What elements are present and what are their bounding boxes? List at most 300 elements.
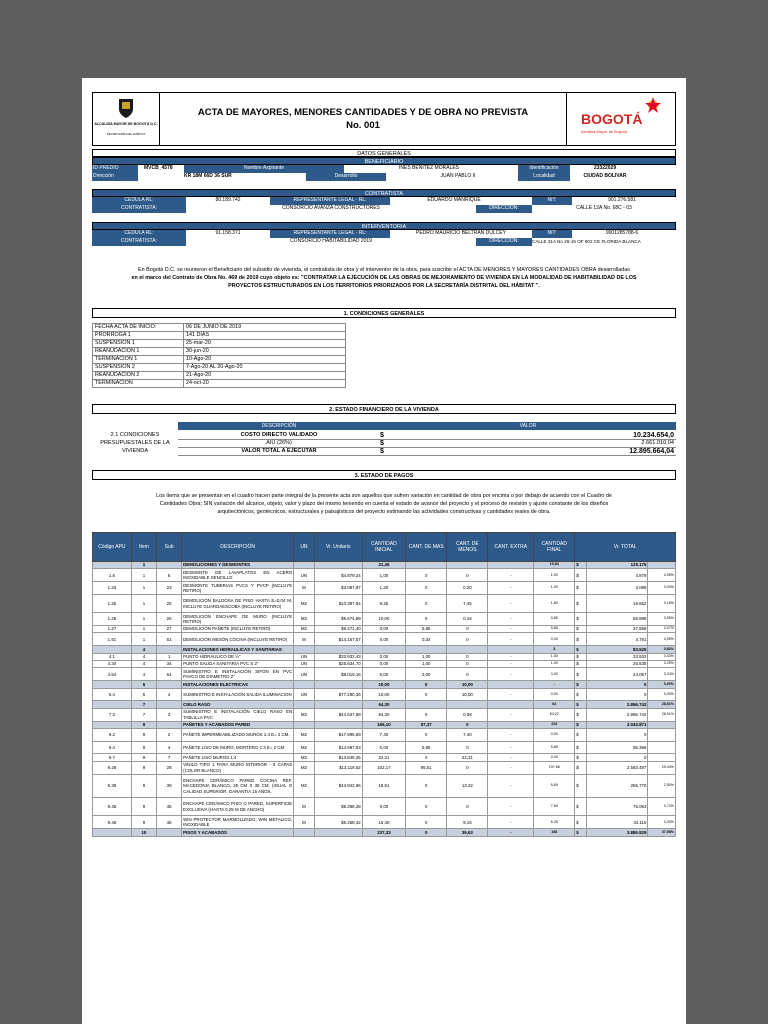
item-row xyxy=(93,816,676,829)
pagos-cell: 1 xyxy=(131,569,156,582)
contratista-bar: CONTRATISTA xyxy=(92,189,676,197)
pagos-cell: 45 xyxy=(157,798,182,816)
fin-row-value: 12.895.664,04 xyxy=(400,448,676,456)
i-rep-value: PEDRO MAURICIO BELTRAN DULCEY xyxy=(416,230,506,236)
condicion-row xyxy=(93,340,346,348)
condicion-label: FECHA ACTA DE INICIO: xyxy=(93,324,184,332)
pagos-cell: 237,33 xyxy=(362,829,405,836)
pagos-cell: PISOS Y ACABADOS xyxy=(182,829,294,836)
pagos-cell: 0 xyxy=(586,754,648,761)
pagos-cell xyxy=(294,562,315,569)
pagos-cell: M xyxy=(294,816,315,829)
pagos-cell: 0,05% xyxy=(648,633,676,646)
pagos-cell: 9 xyxy=(131,761,156,774)
i-dir-value: CALLE 31A No 26-15 OF 802 CE FLORIDA BLANCA xyxy=(532,239,641,244)
pagos-cell xyxy=(406,701,447,708)
pagos-cell xyxy=(294,721,315,728)
pagos-cell: 1 xyxy=(131,613,156,626)
pagos-cell xyxy=(648,728,676,741)
item-row xyxy=(93,688,676,701)
pagos-col-header: CANT. EXTRA xyxy=(488,533,534,562)
pagos-cell: $ xyxy=(575,708,586,721)
pagos-cell: PAÑETE IMPERMEABILIZADO MUROS 1:4 E= 2 CM. xyxy=(182,728,294,741)
pagos-cell: 95,51 xyxy=(406,761,447,774)
pagos-cell: PUNTO HIDRAULICO DE ½" xyxy=(182,653,294,660)
pagos-cell: 25.535 xyxy=(586,660,648,667)
pagos-cell: 6 xyxy=(157,569,182,582)
contratista-block xyxy=(92,197,676,214)
group-label-2: PRESUPUESTALES DE LA xyxy=(100,440,170,446)
pagos-paragraph xyxy=(94,492,674,516)
pagos-cell: 0,00 xyxy=(362,625,405,632)
pagos-cell: $4.879,24 xyxy=(314,569,362,582)
pagos-cell: 18,91 xyxy=(362,774,405,798)
intro-line-1: En Bogotá D.C. se reunieron el Beneficiario del subsidio de vivienda, el contratista de obra y el interventor de la obra, para suscribir el ACTA DE MENORES Y MAYORES CANTIDADES OBRA desarrolladas xyxy=(138,267,630,273)
pagos-cell: 4.878 xyxy=(586,569,648,582)
pagos-cell: INSTALACIONES HIDRAULICAS Y SANITARIAS xyxy=(182,646,294,653)
pagos-cell: - xyxy=(488,708,534,721)
pagos-cell: $10.387,84 xyxy=(314,594,362,612)
document-page xyxy=(82,78,686,1024)
pagos-col-header: Sub xyxy=(157,533,182,562)
pagos-cell: 25,34% xyxy=(648,761,676,774)
c-nit-value: 901.276.581 xyxy=(608,197,636,203)
pagos-cell: 34 xyxy=(157,660,182,667)
pagos-cell: 1.6 xyxy=(93,569,132,582)
pagos-cell: DEMOLICIONES Y DESMONTES xyxy=(182,562,294,569)
condicion-row xyxy=(93,364,346,372)
pagos-cell: 4.54 xyxy=(93,668,132,681)
pagos-cell: 2,50% xyxy=(648,774,676,798)
pagos-cell: 25 xyxy=(157,594,182,612)
pagos-cell: VINILO TIPO 1 PARA MURO INTERIOR - 3 CAPAS (COLOR BLANCO) xyxy=(183,762,293,773)
pagos-cell: 9,15 xyxy=(447,816,488,829)
item-row xyxy=(93,754,676,761)
pagos-cell: 22,21 xyxy=(447,754,488,761)
pagos-cell: M2 xyxy=(294,708,315,721)
pagos-line-1: Los ítems que se presentan en el cuadro hacen parte integral de la presente acta son aquellos que sufren variación en cantidad de obra por encima o por debajo de acuerdo con el Cuadro de xyxy=(156,493,612,499)
pagos-cell: 24.057 xyxy=(586,668,648,681)
pagos-cell: 0,00 xyxy=(362,633,405,646)
pagos-cell: 0,00 xyxy=(362,653,405,660)
pagos-cell: ENCHAPE CERÁMICO PARED COCINA REF. MACEDONIA BLANCO, 25 CM X 35 CM. (IGUAL O CALIDAD SUPERIOR. GARANTIA 15 AÑOS. xyxy=(182,774,294,798)
pagos-cell: 0,00 xyxy=(362,668,405,681)
pagos-cell: 5,85 xyxy=(534,741,575,754)
pagos-cell: 197,68 xyxy=(534,761,575,774)
pagos-cell xyxy=(648,562,676,569)
pagos-cell: 54 xyxy=(157,668,182,681)
pagos-cell xyxy=(157,681,182,688)
pagos-cell: M2 xyxy=(294,754,315,761)
pagos-cell: $ xyxy=(575,681,586,688)
pagos-cell: 3 xyxy=(534,646,575,653)
pagos-cell: 125.175 xyxy=(586,562,648,569)
pagos-cell: 7.3 xyxy=(93,708,132,721)
pagos-cell: 3,00 xyxy=(406,668,447,681)
pagos-cell: 0 xyxy=(447,761,488,774)
intro-paragraph xyxy=(94,266,674,290)
pagos-cell: - xyxy=(488,728,534,741)
pagos-cell: - xyxy=(488,798,534,816)
pagos-cell xyxy=(93,646,132,653)
pagos-cell: 0 xyxy=(447,741,488,754)
pagos-cell: 23 xyxy=(157,582,182,595)
pagos-cell: 0,37% xyxy=(648,625,676,632)
pagos-cell: $ xyxy=(575,646,586,653)
pagos-cell: 0,00 xyxy=(534,754,575,761)
pagos-col-header: Vr. TOTAL xyxy=(575,533,676,562)
pagos-cell: 4.791 xyxy=(586,633,648,646)
pagos-cell: PUNTO SALIDA SANITARIA PVC S 2" xyxy=(182,660,294,667)
pagos-cell: ENCHAPE CERÁMICO PISO O PARED, SUPERFICIE EXCLUSIVA (HASTA 0,25 M DE ANCHO) xyxy=(182,798,294,816)
item-row xyxy=(93,625,676,632)
chapter-row xyxy=(93,829,676,836)
pagos-cell xyxy=(447,701,488,708)
pagos-cell: 3.043.871 xyxy=(586,721,648,728)
pagos-cell: $ xyxy=(575,754,586,761)
pagos-table xyxy=(92,532,676,837)
pagos-cell: 18.662 xyxy=(586,594,648,612)
pagos-cell: UN xyxy=(294,653,315,660)
pagos-cell: 0,00% xyxy=(648,681,676,688)
pagos-cell: SUMINISTRO E INSTALACIÓN CIELO RASO EN TABLILLA PVC xyxy=(183,709,293,720)
pagos-cell xyxy=(314,562,362,569)
pagos-col-header: Vr. Unitario xyxy=(314,533,362,562)
pagos-cell: 0,00% xyxy=(648,688,676,701)
pagos-cell: $8.019,16 xyxy=(314,668,362,681)
pagos-cell: $ xyxy=(575,613,586,626)
chapter-row xyxy=(93,646,676,653)
fin-row-label: COSTO DIRECTO VALIDADO xyxy=(178,432,380,440)
i-rep-label: REPRESENTANTE LEGAL - RL: xyxy=(270,230,390,238)
pagos-cell: $ xyxy=(575,816,586,829)
pagos-cell: 0,05% xyxy=(648,569,676,582)
c-rep-label: REPRESENTANTE LEGAL - RL: xyxy=(270,197,390,205)
pagos-cell: 37,98% xyxy=(648,829,676,836)
condicion-row xyxy=(93,332,346,340)
pagos-cell: 0,82% xyxy=(648,646,676,653)
pagos-cell: $ xyxy=(575,660,586,667)
item-row xyxy=(93,613,676,626)
pagos-cell: 5 xyxy=(131,688,156,701)
pagos-cell: 2 xyxy=(157,728,182,741)
pagos-cell: 0,00 xyxy=(534,728,575,741)
item-row xyxy=(93,741,676,754)
pagos-cell: - xyxy=(488,668,534,681)
pagos-cell: 10,00 xyxy=(362,613,405,626)
pagos-cell: 10 xyxy=(131,829,156,836)
pagos-cell: 5,85 xyxy=(406,625,447,632)
pagos-cell xyxy=(294,701,315,708)
pagos-cell: $ xyxy=(575,653,586,660)
desc-header: DESCRIPCIÓN xyxy=(178,422,380,430)
condicion-value: 30-jun-20 xyxy=(184,348,346,356)
group-label-3: VIVIENDA xyxy=(121,448,149,454)
pagos-cell: 33.932 xyxy=(586,653,648,660)
pagos-cell: 10,00 xyxy=(362,681,405,688)
document-title: ACTA DE MAYORES, MENORES CANTIDADES Y DE OBRA NO PREVISTA xyxy=(197,107,529,118)
pagos-cell: DEMOLICIÓN BALDOSA DE PISO HASTA E=0,04 M, INCLUYE GUARDAESCOBA (INCLUYE RETIRO) xyxy=(182,594,294,612)
pagos-cell: 10,00 xyxy=(362,688,405,701)
pagos-cell: 39 xyxy=(157,774,182,798)
bogota-sub: Alcaldía Mayor de Bogotá xyxy=(581,129,627,134)
pagos-cell: 1,00 xyxy=(406,660,447,667)
i-nit-value: 9001285788-6 xyxy=(605,230,639,236)
pagos-cell: 83.525 xyxy=(586,646,648,653)
pagos-cell: 0,00 xyxy=(362,660,405,667)
chapter-row xyxy=(93,681,676,688)
pagos-cell: $6.471,40 xyxy=(314,625,362,632)
desarrollo-value: JUAN PABLO II xyxy=(440,173,476,179)
pagos-cell: - xyxy=(488,625,534,632)
pagos-cell: 9,25 xyxy=(362,594,405,612)
c-contratista-value: CONSORCIO AVANZA CONSTRUCTORES xyxy=(282,205,380,211)
pagos-cell xyxy=(93,562,132,569)
pagos-cell: 255.770 xyxy=(586,774,648,798)
pagos-cell: $ xyxy=(575,633,586,646)
pagos-cell: PAÑETE LISO MUROS 1:4 xyxy=(182,754,294,761)
pagos-cell: $5.458,42 xyxy=(314,816,362,829)
pagos-cell: 7,69 xyxy=(534,798,575,816)
coat-of-arms-icon xyxy=(93,93,159,145)
id-predio-value: MVCB_4578 xyxy=(144,165,173,171)
pagos-cell: 7,45 xyxy=(447,594,488,612)
pagos-cell xyxy=(648,741,676,754)
pagos-cell: 5.4 xyxy=(93,688,132,701)
pagos-cell: $17.996,59 xyxy=(314,728,362,741)
pagos-cell: 57,37 xyxy=(406,721,447,728)
pagos-cell: SUMINISTRO E INSTALACIÓN SALIDA ILUMINACION xyxy=(182,688,294,701)
pagos-cell: - xyxy=(488,816,534,829)
pagos-cell xyxy=(406,562,447,569)
nombre-value: INES BENITEZ MORALES xyxy=(398,165,459,171)
item-row xyxy=(93,774,676,798)
pagos-cell: 64,22 xyxy=(534,708,575,721)
pagos-cell: 0,00 xyxy=(534,688,575,701)
pagos-cell: $ xyxy=(575,569,586,582)
pagos-cell: 0,24% xyxy=(648,668,676,681)
pagos-cell: 3.886.929 xyxy=(586,829,648,836)
pagos-cell: 2.866.742 xyxy=(586,701,648,708)
pagos-cell: 0,00 xyxy=(362,798,405,816)
pagos-cell: $ xyxy=(575,562,586,569)
fin-row-value: 2.661.010,04 xyxy=(400,440,676,448)
pagos-cell: 1.26 xyxy=(93,613,132,626)
pagos-cell: M xyxy=(294,798,315,816)
pagos-cell: 3.088 xyxy=(586,582,648,595)
pagos-cell: 0 xyxy=(406,582,447,595)
pagos-cell: M2 xyxy=(294,728,315,741)
chapter-row xyxy=(93,562,676,569)
document-header xyxy=(92,92,676,146)
pagos-cell: PAÑETE LISO DE MURO, MORTERO 1:3 E= 2 CM xyxy=(182,741,294,754)
pagos-cell: UN xyxy=(294,660,315,667)
pagos-cell: 9.39 xyxy=(93,774,132,798)
pagos-cell: 166,10 xyxy=(362,721,405,728)
pagos-cell: UN xyxy=(294,668,315,681)
pagos-col-header: CANT. DE MENOS xyxy=(447,533,488,562)
pagos-cell: 4 xyxy=(131,653,156,660)
pagos-cell: 0,33% xyxy=(648,653,676,660)
pagos-cell: 0 xyxy=(447,569,488,582)
pagos-cell: 9.28 xyxy=(93,761,132,774)
pagos-cell xyxy=(294,829,315,836)
pagos-cell xyxy=(157,646,182,653)
item-row xyxy=(93,668,676,681)
pagos-cell: 9.2 xyxy=(93,728,132,741)
c-cedula-label: CÉDULA RL: xyxy=(92,197,186,205)
interventoria-bar: INTERVENTORIA xyxy=(92,222,676,230)
pagos-cell: DEMOLICIÓN MESÓN COCINA (INCLUYE RETIRO) xyxy=(182,633,294,646)
pagos-cell xyxy=(314,701,362,708)
pagos-cell: SUMINISTRO E INSTALACIÓN SIFÓN EN PVC PAVCO DE DIAMETRO 2" xyxy=(183,668,293,680)
alcaldia-logo xyxy=(93,93,160,145)
pagos-cell xyxy=(648,754,676,761)
pagos-cell: $ xyxy=(575,594,586,612)
pagos-cell: 1 xyxy=(131,633,156,646)
financiero-title: 2. ESTADO FINANCIERO DE LA VIVIENDA xyxy=(92,404,676,414)
pagos-cell: 0,20 xyxy=(447,582,488,595)
pagos-cell: 0,33% xyxy=(648,816,676,829)
pagos-cell: INSTALACIONES ELECTRICAS xyxy=(182,681,294,688)
c-nit-label: NIT: xyxy=(532,197,572,205)
pagos-cell: $ xyxy=(575,668,586,681)
pagos-cell: 0,08 xyxy=(447,708,488,721)
pagos-cell: 55.898 xyxy=(586,613,648,626)
pagos-cell xyxy=(314,829,362,836)
datos-generales-title: DATOS GENERALES xyxy=(92,149,676,157)
pagos-col-header: Código APU xyxy=(93,533,132,562)
pagos-cell: 1,00 xyxy=(534,660,575,667)
condicion-label: REANUDACION 1 xyxy=(93,348,184,356)
pagos-cell: 0,34 xyxy=(534,633,575,646)
item-row xyxy=(93,708,676,721)
pagos-cell: 9 xyxy=(131,774,156,798)
pagos-cell: 10,00 xyxy=(447,681,488,688)
pagos-cell: 15,40 xyxy=(362,816,405,829)
pagos-cell: M2 xyxy=(294,761,315,774)
document-number: No. 001 xyxy=(346,120,380,131)
pagos-cell: 0,25% xyxy=(648,660,676,667)
pagos-cell: 4 xyxy=(157,688,182,701)
pagos-cell: $ xyxy=(575,688,586,701)
pagos-cell: 1 xyxy=(131,582,156,595)
pagos-cell: DESMONTE TUBERIAS PVCS Y PVCP (INCLUYE RETIRO) xyxy=(183,582,293,594)
pagos-cell: - xyxy=(488,633,534,646)
fin-row-label: VALOR TOTAL A EJECUTAR xyxy=(178,448,380,456)
pagos-cell: 0 xyxy=(406,613,447,626)
pagos-cell: $ xyxy=(575,728,586,741)
pagos-cell: UN xyxy=(294,688,315,701)
pagos-cell xyxy=(488,562,534,569)
pagos-cell: 7 xyxy=(131,708,156,721)
pagos-cell: - xyxy=(488,741,534,754)
pagos-cell: 0 xyxy=(406,829,447,836)
pagos-cell: 0,03% xyxy=(648,582,676,595)
pagos-cell: 0 xyxy=(406,569,447,582)
pagos-cell: 1,00 xyxy=(534,569,575,582)
pagos-cell: 0,55% xyxy=(648,613,676,626)
pagos-cell xyxy=(314,646,362,653)
condicion-value: 10-Ago-20 xyxy=(184,356,346,364)
c-rep-value: EDUARDO MANRIQUE xyxy=(427,197,481,203)
c-dir-label: DIRECCIÓN: xyxy=(476,205,532,213)
pagos-cell: $13.846,25 xyxy=(314,754,362,761)
pagos-cell xyxy=(93,721,132,728)
pagos-cell: 51 xyxy=(157,633,182,646)
pagos-cell: $25.534,70 xyxy=(314,660,362,667)
pagos-cell xyxy=(157,829,182,836)
pagos-cell: 9 xyxy=(131,721,156,728)
condicion-row xyxy=(93,356,346,364)
pagos-cell: 5,85 xyxy=(534,625,575,632)
pagos-cell: $14.157,57 xyxy=(314,633,362,646)
pagos-cell: 39,63 xyxy=(447,829,488,836)
pagos-cell: 0 xyxy=(406,816,447,829)
pagos-cell: - xyxy=(488,660,534,667)
pagos-cell: PAÑETES Y ACABADOS PARED xyxy=(182,721,294,728)
pagos-cell: 5,85 xyxy=(406,741,447,754)
pagos-cell: $44.637,88 xyxy=(314,708,362,721)
fin-row-currency: $ xyxy=(380,440,400,448)
pagos-cell: 4.34 xyxy=(93,660,132,667)
pagos-cell: 2.866.742 xyxy=(586,708,648,721)
group-label-1: 2.1 CONDICIONES xyxy=(110,432,160,438)
pagos-cell: 1,80 xyxy=(534,594,575,612)
pagos-cell: 0,73% xyxy=(648,798,676,816)
pagos-cell: 6,25 xyxy=(534,816,575,829)
pagos-cell: 1.23 xyxy=(93,582,132,595)
pagos-cell: - xyxy=(488,829,534,836)
pagos-cell: - xyxy=(534,681,575,688)
c-cedula-value: 80.189.742 xyxy=(215,197,241,203)
pagos-cell: 13,22 xyxy=(447,774,488,798)
pagos-cell: 9 xyxy=(131,754,156,761)
condicion-value: 141 DIAS xyxy=(184,332,346,340)
pagos-cell: M2 xyxy=(294,613,315,626)
pagos-col-header: Item xyxy=(131,533,156,562)
pagos-cell: 19,84 xyxy=(534,562,575,569)
pagos-cell: 75.063 xyxy=(586,798,648,816)
pagos-cell: - xyxy=(488,594,534,612)
pagos-cell xyxy=(406,646,447,653)
pagos-cell: 7,40 xyxy=(447,728,488,741)
pagos-cell: $ xyxy=(575,721,586,728)
condicion-value: 06 DE JUNIO DE 2019 xyxy=(184,324,346,332)
pagos-cell: 0 xyxy=(447,721,488,728)
pagos-cell: 26 xyxy=(157,613,182,626)
pagos-cell: $13.119,62 xyxy=(314,761,362,774)
pagos-cell xyxy=(488,646,534,653)
intro-line-2: en el marco del Contrato de Obra No. 469 de 2019 cuyo objeto es: "CONTRATAR LA EJECUCIÓN DE LAS OBRAS DE MEJORAMIENTO DE VIVIENDA EN LA MODALIDAD DE HABITABILIDAD DE LOS xyxy=(131,275,637,281)
pagos-cell: 0 xyxy=(586,728,648,741)
pagos-cell: 4.1 xyxy=(93,653,132,660)
pagos-cell: 0 xyxy=(406,708,447,721)
localidad-value: CIUDAD BOLIVAR xyxy=(583,173,627,179)
bogota-wordmark: BOGOTÁ xyxy=(581,111,643,127)
pagos-cell: 10,00 xyxy=(447,688,488,701)
pagos-cell: 0 xyxy=(447,653,488,660)
i-nit-label: NIT: xyxy=(532,230,572,238)
pagos-cell: 3 xyxy=(157,708,182,721)
pagos-cell: 1.25 xyxy=(93,594,132,612)
id-predio-label: ID PREDIO xyxy=(92,165,138,173)
pagos-cell: 0 xyxy=(406,688,447,701)
pagos-cell xyxy=(488,701,534,708)
direccion-value: KR 18M 66D 36 SUR xyxy=(184,173,232,179)
pagos-cell: 46 xyxy=(157,816,182,829)
pagos-cell: - xyxy=(488,761,534,774)
